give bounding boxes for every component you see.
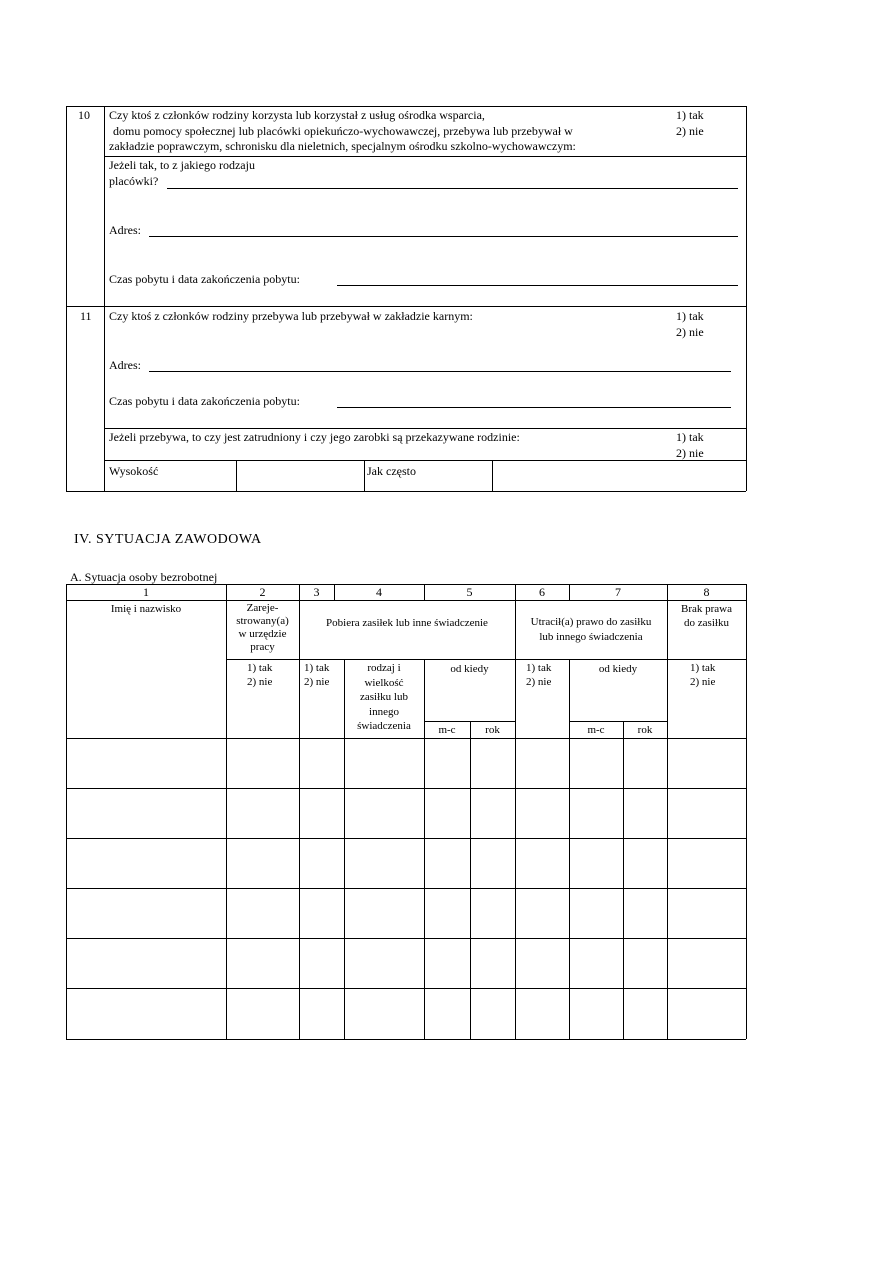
header-lost-since: od kiedy <box>598 663 638 675</box>
header-lost-month: m-c <box>587 724 605 736</box>
col-number-2: 2 <box>259 585 266 599</box>
q11-employed-question: Jeżeli przebywa, to czy jest zatrudniony i czy jego zarobki są przekazywane rodzinie: <box>109 430 520 444</box>
col-number-8: 8 <box>703 585 710 599</box>
no-right-options: 1) tak 2) nie <box>690 662 716 688</box>
header-benefit: Pobiera zasiłek lub inne świadczenie <box>326 617 488 629</box>
q10-stay-field[interactable] <box>337 285 738 286</box>
q10-address-label: Adres: <box>109 223 141 237</box>
header-benefit-year: rok <box>485 724 500 736</box>
header-benefit-since: od kiedy <box>450 663 489 675</box>
section-subtitle: A. Sytuacja osoby bezrobotnej <box>70 570 218 584</box>
col-number-1: 1 <box>143 585 149 599</box>
q10-option-no[interactable]: 2) nie <box>676 124 704 138</box>
q10-option-yes[interactable]: 1) tak <box>676 108 704 122</box>
header-lost-right: Utracił(a) prawo do zasiłku lub innego świadczenia <box>530 616 652 643</box>
q10-question-line-3: zakładzie poprawczym, schronisku dla nieletnich, specjalnym ośrodku szkolno-wychowawczym: <box>109 139 576 153</box>
q11-amount-field[interactable] <box>237 461 363 490</box>
q10-facility-field[interactable] <box>167 188 738 189</box>
q11-option-no[interactable]: 2) nie <box>676 325 704 339</box>
col-number-5: 5 <box>466 585 473 599</box>
lost-right-options: 1) tak 2) nie <box>526 662 552 688</box>
q11-stay-label: Czas pobytu i data zakończenia pobytu: <box>109 394 300 408</box>
col-number-7: 7 <box>615 585 621 599</box>
col-number-4: 4 <box>376 585 382 599</box>
q11-stay-field[interactable] <box>337 407 731 408</box>
q11-question: Czy ktoś z członków rodziny przebywa lub przebywał w zakładzie karnym: <box>109 309 473 323</box>
table-row[interactable] <box>67 839 745 888</box>
section-title: IV. SYTUACJA ZAWODOWA <box>74 532 262 547</box>
q10-facility-label-2: placówki? <box>109 174 159 188</box>
header-name: Imię i nazwisko <box>110 603 182 615</box>
q11-amount-label: Wysokość <box>109 464 159 478</box>
header-registered: Zareje- strowany(a) w urzędzie pracy <box>236 602 289 653</box>
table-row[interactable] <box>67 889 745 938</box>
col-number-3: 3 <box>313 585 320 599</box>
header-benefit-month: m-c <box>438 724 456 736</box>
q11-frequency-label: Jak często <box>367 464 416 478</box>
q11-address-label: Adres: <box>109 358 141 372</box>
header-no-right: Brak prawa do zasiłku <box>680 603 732 629</box>
registered-options: 1) tak 2) nie <box>247 662 273 688</box>
table-row[interactable] <box>67 789 745 838</box>
col-number-6: 6 <box>539 585 545 599</box>
q11-number: 11 <box>80 309 92 323</box>
q10-question-line-1: Czy ktoś z członków rodziny korzysta lub korzystał z usług ośrodka wsparcia, <box>109 108 485 122</box>
q11-option-yes[interactable]: 1) tak <box>676 309 704 323</box>
header-lost-year: rok <box>637 724 653 736</box>
q11-employed-option-no[interactable]: 2) nie <box>676 446 704 460</box>
q10-address-field[interactable] <box>149 236 738 237</box>
table-row[interactable] <box>67 939 745 988</box>
q11-frequency-field[interactable] <box>493 461 745 490</box>
q10-facility-label-1: Jeżeli tak, to z jakiego rodzaju <box>109 158 255 172</box>
q10-question-line-2: domu pomocy społecznej lub placówki opiekuńczo-wychowawczej, przebywa lub przebywał w <box>113 124 573 138</box>
q11-address-field[interactable] <box>149 371 731 372</box>
q10-stay-label: Czas pobytu i data zakończenia pobytu: <box>109 272 300 286</box>
q10-number: 10 <box>78 108 90 122</box>
benefit-options: 1) tak 2) nie <box>304 662 330 688</box>
table-row[interactable] <box>67 739 745 788</box>
table-row[interactable] <box>67 989 745 1039</box>
header-benefit-kind: rodzaj i wielkość zasiłku lub innego świadczenia <box>357 662 411 732</box>
q11-employed-option-yes[interactable]: 1) tak <box>676 430 704 444</box>
